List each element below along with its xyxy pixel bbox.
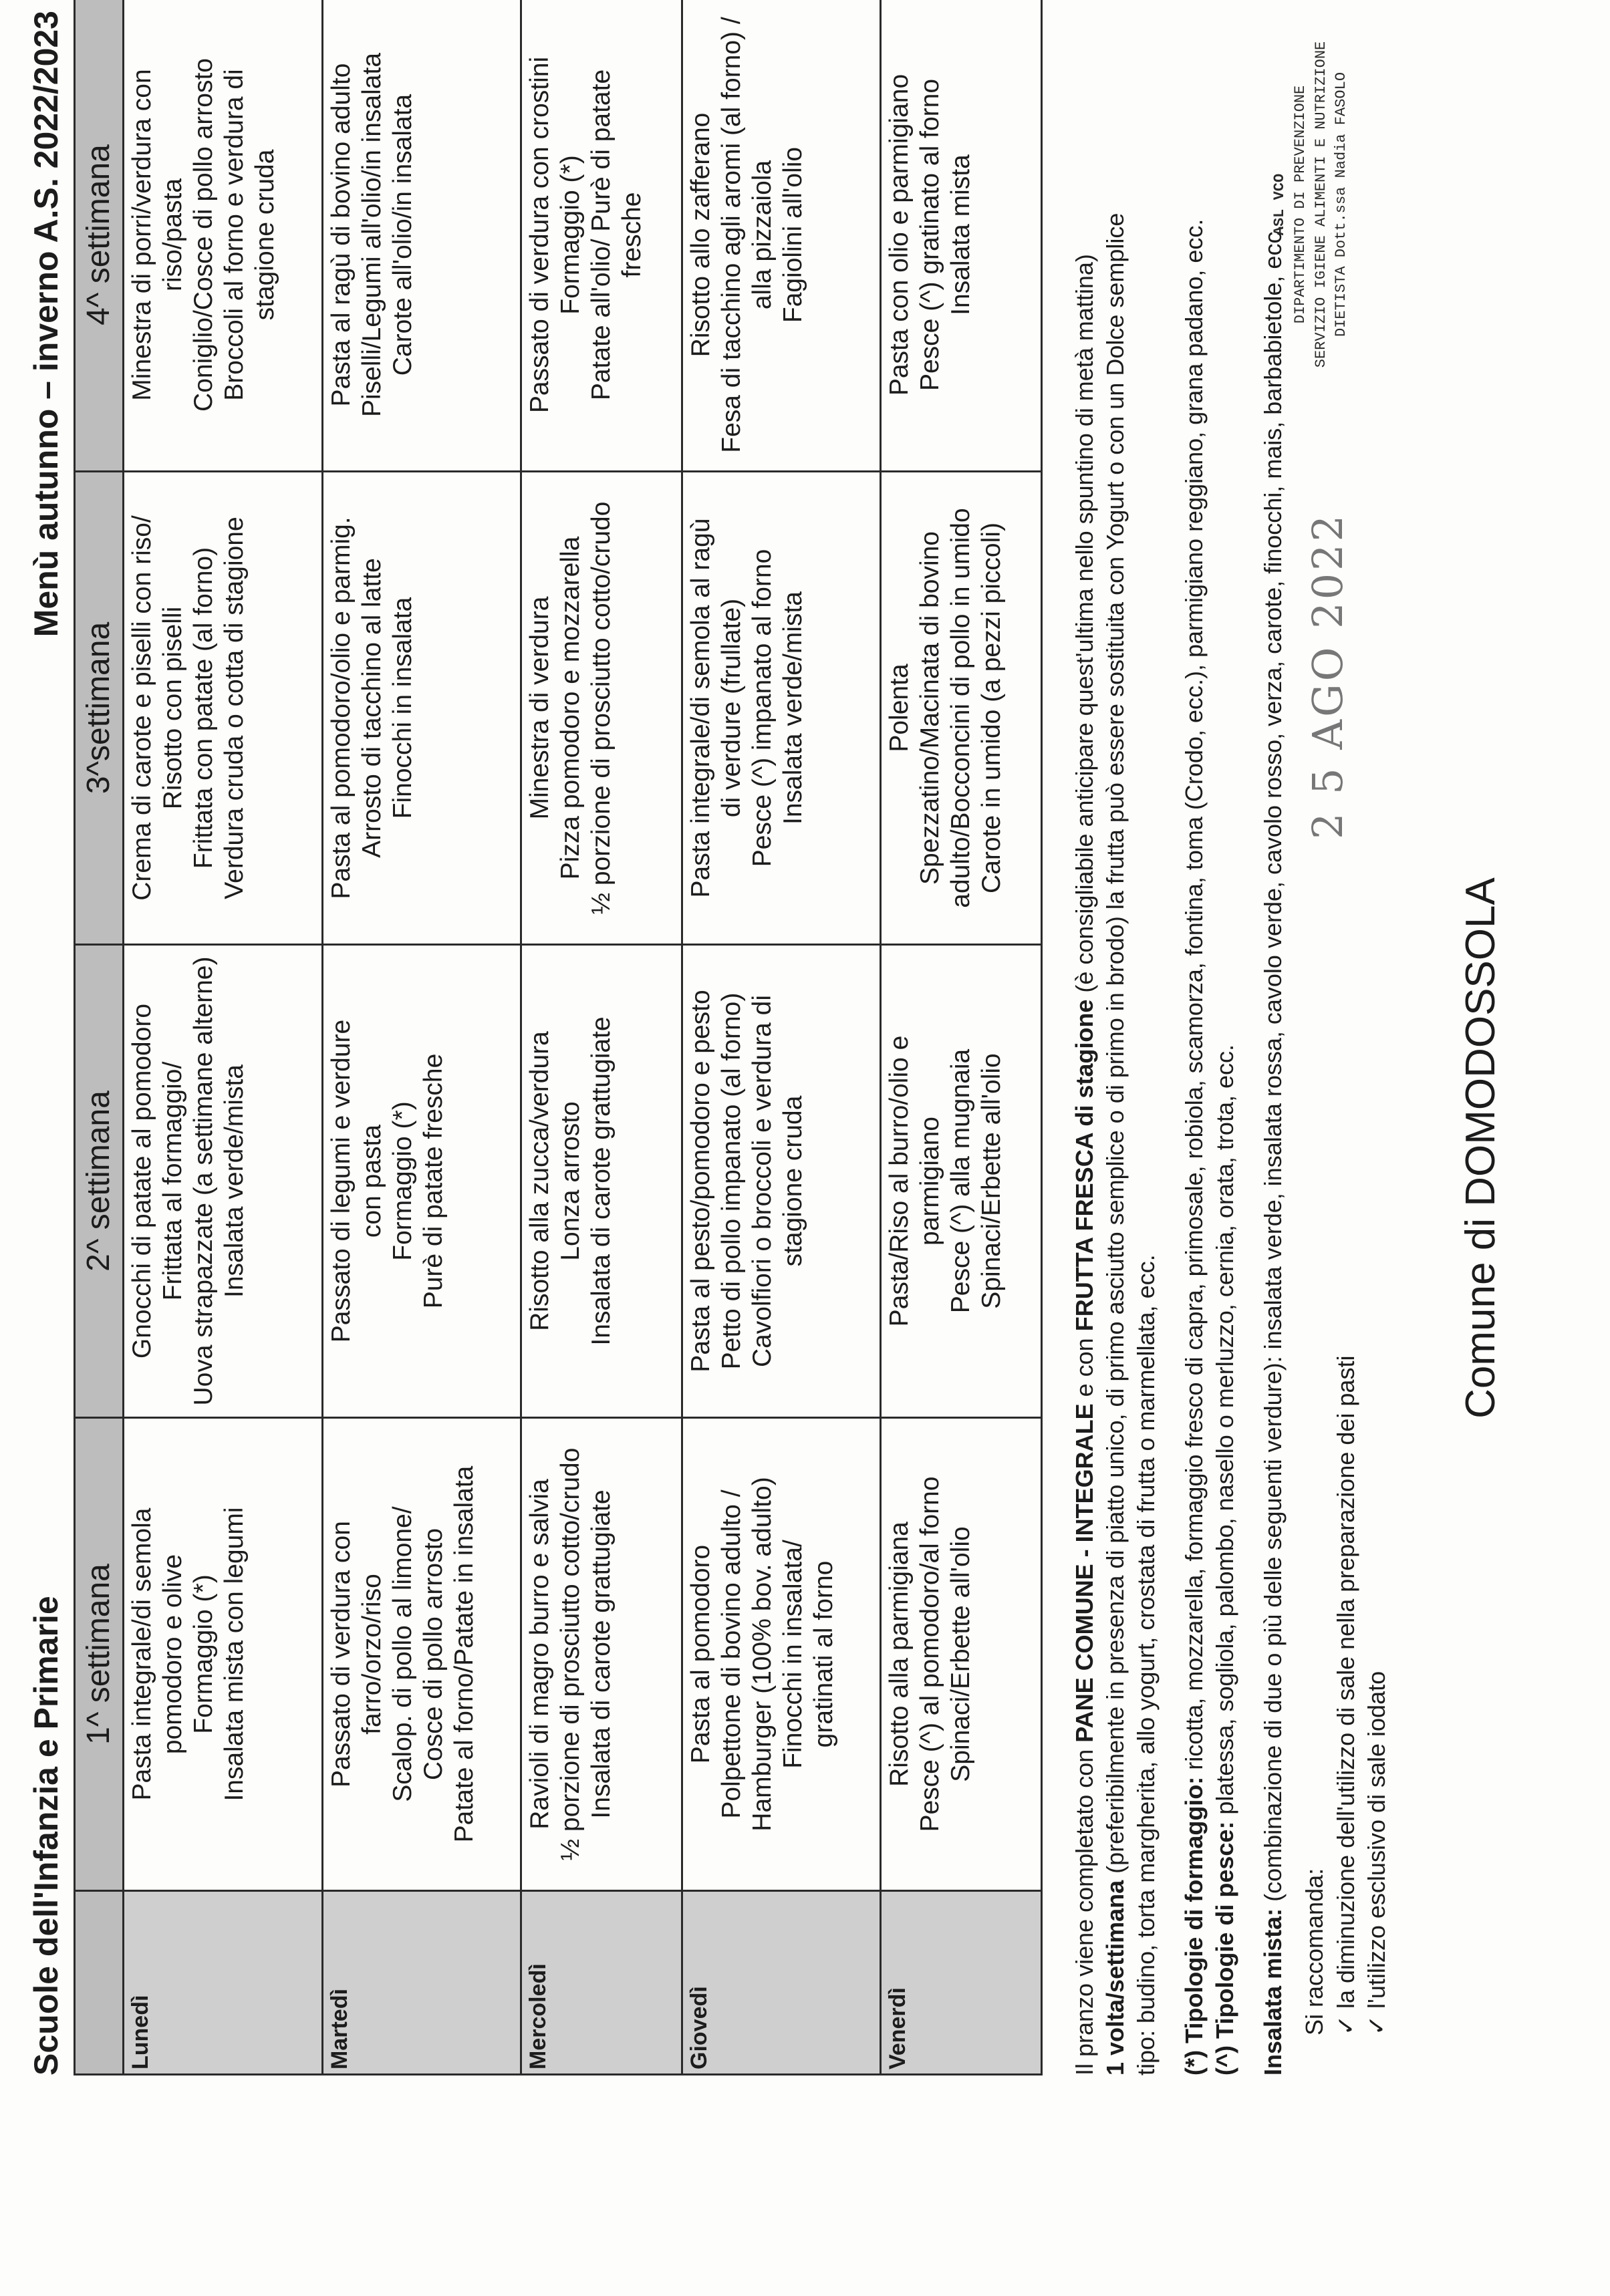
menu-dish: Fesa di tacchino agli aromi (al forno) /	[716, 17, 746, 453]
menu-dish: Polenta	[885, 664, 914, 752]
menu-dish: Spinaci/Erbette all'olio	[977, 1053, 1007, 1309]
note-weekly-label: 1 volta/settimana	[1101, 1880, 1129, 2075]
note-fish-label: (^) Tipologie di pesce:	[1211, 1821, 1239, 2075]
menu-dish: Pasta integrale/di semola	[128, 1508, 156, 1801]
note-bread-fruit	[1069, 0, 1100, 2075]
menu-dish: Arrosto di tacchino al latte	[357, 558, 386, 858]
stamp-line: SERVIZIO IGIENE ALIMENTI E NUTRIZIONE	[1312, 41, 1329, 368]
menu-dish: Purè di patate fresche	[418, 1053, 448, 1309]
stamp-line: DIPARTIMENTO DI PREVENZIONE	[1291, 85, 1309, 324]
table-row	[521, 0, 682, 2075]
day-label: Giovedì	[682, 1891, 881, 2075]
menu-dish: stagione cruda	[778, 1095, 807, 1267]
menu-dish: stagione cruda	[251, 149, 280, 321]
menu-table	[74, 0, 1043, 2075]
recommend-title: Si raccomanda:	[1301, 1868, 1329, 2035]
menu-cell	[682, 472, 881, 945]
menu-cell	[881, 1418, 1042, 1891]
menu-dish: Verdura cruda o cotta di stagione	[220, 517, 249, 899]
note-bread: PANE COMUNE - INTEGRALE	[1071, 1403, 1098, 1743]
menu-dish: Pizza pomodoro e mozzarella	[556, 536, 585, 880]
menu-dish: Minestra di porri/verdura con	[128, 69, 156, 401]
menu-dish: adulto/Bocconcini di pollo in umido	[946, 508, 976, 908]
check-icon: ✓	[1331, 2015, 1359, 2035]
menu-cell	[881, 945, 1042, 1418]
menu-table-container	[74, 0, 1043, 2075]
menu-table-body	[124, 0, 1042, 2075]
menu-cell	[322, 945, 521, 1418]
menu-dish: Frittata con patate (al forno)	[189, 547, 219, 869]
day-column-header	[75, 1891, 124, 2075]
menu-dish: pomodoro e olive	[158, 1554, 188, 1755]
menu-dish: farro/orzo/riso	[357, 1574, 386, 1735]
menu-dish: fresche	[618, 192, 647, 278]
menu-cell	[521, 472, 682, 945]
menu-dish: Risotto allo zafferano	[686, 112, 715, 357]
menu-dish: Insalata mista con legumi	[220, 1507, 249, 1802]
menu-dish: Carote all'olio/in insalata	[388, 94, 417, 376]
menu-dish: Pasta con olio e parmigiano	[885, 74, 914, 396]
menu-dish: Pesce (^) alla mugnaia	[946, 1048, 976, 1314]
menu-dish: Cavolfiori o broccoli e verdura di	[747, 994, 777, 1368]
week-2-header: 2^ settimana	[75, 945, 124, 1418]
recommend-item-text: la diminuzione dell'utilizzo di sale nella preparazione dei pasti	[1331, 1355, 1359, 2009]
menu-cell	[881, 0, 1042, 472]
menu-dish: Insalata di carote grattugiate	[587, 1016, 616, 1346]
menu-dish: Pasta al pesto/pomodoro e pesto	[686, 990, 715, 1373]
document-title: Comune di DOMODOSSOLA	[1458, 877, 1504, 1419]
menu-dish: Formaggio (*)	[556, 155, 585, 315]
menu-dish: Gnocchi di patate al pomodoro	[128, 1003, 156, 1359]
recommend-item-text: l'utilizzo esclusivo di sale iodato	[1362, 1671, 1390, 2009]
menu-dish: parmigiano	[916, 1117, 945, 1246]
note-dessert: tipo: budino, torta margherita, allo yogurt, crostata di frutta o marmellata, ecc.	[1132, 1254, 1160, 2075]
table-header-row	[75, 0, 124, 2075]
note-cheese-label: (*) Tipologie di formaggio:	[1180, 1776, 1208, 2075]
menu-dish: Pasta al pomodoro/olio e parmig.	[326, 517, 356, 899]
menu-dish: Pasta al ragù di bovino adulto	[326, 63, 356, 407]
menu-cell	[322, 472, 521, 945]
menu-dish: Risotto con piselli	[158, 606, 188, 810]
menu-dish: Scalop. di pollo al limone/	[388, 1506, 417, 1802]
day-label: Venerdì	[881, 1891, 1042, 2075]
menu-dish: Insalata verde/mista	[220, 1064, 249, 1298]
menu-cell	[124, 0, 323, 472]
day-label: Lunedì	[124, 1891, 323, 2075]
note-text: e con	[1071, 1331, 1098, 1404]
table-row	[124, 0, 323, 2075]
menu-cell	[322, 0, 521, 472]
season-title: Menù autunno – inverno A.S. 2022/2023	[27, 11, 65, 637]
menu-dish: Finocchi in insalata	[388, 597, 417, 819]
note-text: platessa, sogliola, palombo, nasello o merluzzo, cernia, orata, trota, ecc.	[1211, 1044, 1239, 1822]
subheader	[27, 0, 67, 2075]
menu-dish: Uova strapazzate (a settimane alterne)	[189, 956, 219, 1406]
menu-dish: ½ porzione di prosciutto cotto/crudo	[556, 1447, 585, 1861]
week-3-header: 3^settimana	[75, 472, 124, 945]
menu-dish: Lonza arrosto	[556, 1101, 585, 1261]
menu-dish: Insalata di carote grattugiate	[587, 1489, 616, 1819]
week-4-header: 4^ settimana	[75, 0, 124, 472]
menu-dish: Pesce (^) al pomodoro/al forno	[916, 1476, 945, 1832]
note-text: (è consigliabile anticipare quest'ultima nello spuntino di metà mattina)	[1071, 254, 1098, 1000]
menu-dish: gratinati al forno	[809, 1560, 838, 1748]
menu-dish: Broccoli al forno e verdura di	[220, 69, 249, 401]
menu-dish: Spinaci/Erbette all'olio	[946, 1526, 976, 1782]
menu-dish: Petto di pollo impanato (al forno)	[716, 992, 746, 1370]
note-salad-label: Insalata mista:	[1259, 1908, 1287, 2075]
official-stamp	[1270, 17, 1352, 392]
menu-cell	[124, 472, 323, 945]
menu-dish: Formaggio (*)	[388, 1101, 417, 1261]
table-row	[881, 0, 1042, 2075]
date-stamp: 2 5 AGO 2022	[1303, 513, 1352, 839]
menu-dish: Frittata al formaggio/	[158, 1061, 188, 1301]
menu-cell	[521, 945, 682, 1418]
stamp-line: DIETISTA Dott.ssa Nadia FASOLO	[1333, 71, 1350, 337]
menu-dish: Hamburger (100% bov. adulto)	[747, 1477, 777, 1832]
menu-cell	[124, 1418, 323, 1891]
recommend-item	[1361, 0, 1392, 2075]
menu-cell	[682, 0, 881, 472]
menu-dish: Crema di carote e piselli con riso/	[128, 515, 156, 901]
note-cheese	[1179, 0, 1210, 2075]
menu-dish: Insalata verde/mista	[778, 591, 807, 825]
note-text: ricotta, mozzarella, formaggio fresco di capra, primosale, robiola, scamorza, fontina, toma (Crodo, ecc.), parmigiano reggiano, grana padano, ecc.	[1180, 219, 1208, 1777]
menu-dish: Risotto alla parmigiana	[885, 1522, 914, 1787]
menu-cell	[322, 1418, 521, 1891]
table-row	[682, 0, 881, 2075]
menu-dish: Pesce (^) impanato al forno	[747, 549, 777, 867]
menu-dish: Insalata mista	[946, 154, 976, 315]
stamp-line: ASL VCO	[1271, 173, 1288, 236]
note-text: (combinazione di due o più delle seguenti verdure): insalata verde, insalata rossa, cavolo verde, cavolo rosso, verza, carote, finocchi, mais, barbabietole, ecc.	[1259, 225, 1287, 1908]
menu-dish: Fagiolini all'olio	[778, 146, 807, 323]
menu-dish: Coniglio/Cosce di pollo arrosto	[189, 58, 219, 412]
week-1-header: 1^ settimana	[75, 1418, 124, 1891]
menu-cell	[521, 0, 682, 472]
menu-dish: Patate all'olio/ Purè di patate	[587, 69, 616, 401]
note-weekly	[1100, 0, 1131, 2075]
menu-dish: ½ porzione di prosciutto cotto/crudo	[587, 501, 616, 915]
menu-cell	[124, 945, 323, 1418]
menu-dish: Formaggio (*)	[189, 1574, 219, 1734]
menu-dish: Carote in umido (a pezzi piccoli)	[977, 523, 1007, 893]
menu-dish: Spezzatino/Macinata di bovino	[916, 531, 945, 885]
menu-dish: riso/pasta	[158, 178, 188, 292]
day-label: Mercoledì	[521, 1891, 682, 2075]
menu-cell	[881, 472, 1042, 945]
menu-dish: Polpettone di bovino adulto /	[716, 1489, 746, 1819]
note-fruit: FRUTTA FRESCA di stagione	[1071, 999, 1098, 1332]
menu-dish: con pasta	[357, 1124, 386, 1238]
check-icon: ✓	[1362, 2015, 1390, 2035]
menu-dish: Pasta integrale/di semola al ragù	[686, 518, 715, 898]
menu-dish: Pasta/Riso al burro/olio e	[885, 1035, 914, 1327]
note-text: Il pranzo viene completato con	[1071, 1742, 1098, 2075]
note-fish	[1210, 0, 1240, 2075]
menu-cell	[521, 1418, 682, 1891]
menu-dish: Piselli/Legumi all'olio/in insalata	[357, 52, 386, 418]
school-name: Scuole dell'Infanzia e Primarie	[27, 1596, 65, 2075]
menu-dish: Passato di legumi e verdure	[326, 1019, 356, 1343]
menu-dish: Risotto alla zucca/verdura	[525, 1031, 554, 1331]
table-row	[322, 0, 521, 2075]
note-text: (preferibilmente in presenza di piatto unico, di primo asciutto semplice o di primo in brodo) la frutta può essere sostituita con Yogurt o con un Dolce semplice	[1101, 212, 1129, 1880]
menu-dish: Minestra di verdura	[525, 596, 554, 820]
menu-dish: Patate al forno/Patate in insalata	[449, 1465, 479, 1843]
menu-cell	[682, 945, 881, 1418]
menu-dish: di verdure (frullate)	[716, 598, 746, 818]
day-label: Martedì	[322, 1891, 521, 2075]
menu-dish: alla pizzaiola	[747, 160, 777, 310]
menu-dish: Pesce (^) gratinato al forno	[916, 78, 945, 392]
menu-dish: Passato di verdura con	[326, 1521, 356, 1787]
menu-cell	[682, 1418, 881, 1891]
menu-dish: Ravioli di magro burro e salvia	[525, 1479, 554, 1830]
menu-dish: Passato di verdura con crostini	[525, 56, 554, 414]
menu-dish: Pasta al pomodoro	[686, 1544, 715, 1764]
menu-dish: Finocchi in insalata/	[778, 1540, 807, 1769]
menu-dish: Cosce di pollo arrosto	[418, 1528, 448, 1781]
